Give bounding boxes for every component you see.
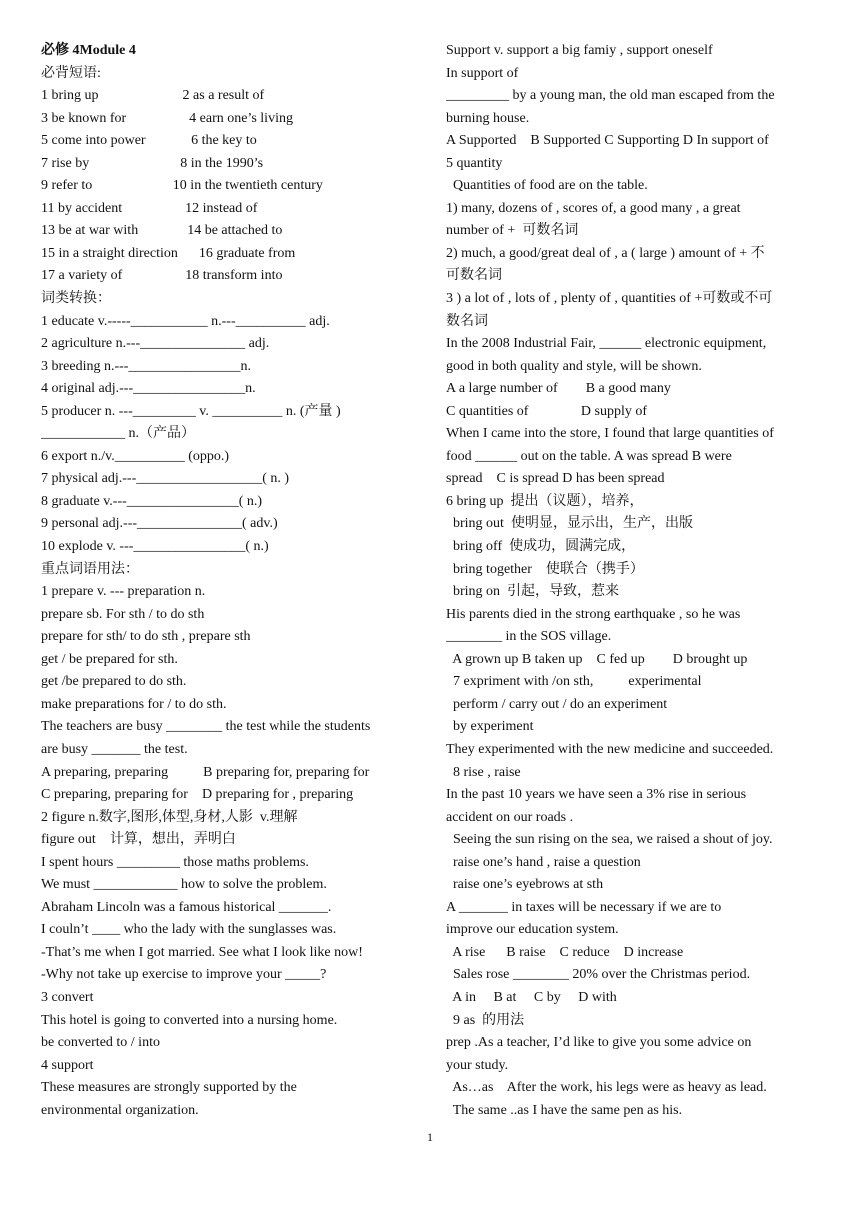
text-line: good in both quality and style, will be shown. xyxy=(446,358,702,374)
text-line: In the past 10 years we have seen a 3% rise in serious xyxy=(446,787,747,803)
text-line: 9 refer to 10 in the twentieth century xyxy=(41,178,323,194)
text-line: _________ by a young man, the old man escaped from the xyxy=(446,88,775,104)
text-line: 4 support xyxy=(41,1057,94,1073)
text-line: accident on our roads . xyxy=(446,809,574,825)
text-line: We must ____________ how to solve the problem. xyxy=(41,877,327,893)
text-line: -Why not take up exercise to improve your _____? xyxy=(41,967,327,983)
text-line: prepare sb. For sth / to do sth xyxy=(41,606,205,622)
text-line: improve our education system. xyxy=(446,922,619,938)
text-line: In support of xyxy=(446,65,519,81)
text-line: bring off 使成功，圆满完成， xyxy=(446,539,636,555)
text-line: food ______ out on the table. A was spread B were xyxy=(446,448,732,464)
text-line: 5 quantity xyxy=(446,155,503,171)
text-line: 17 a variety of 18 transform into xyxy=(41,268,283,284)
text-line: get / be prepared for sth. xyxy=(41,651,178,667)
text-line: As…as After the work, his legs were as heavy as lead. xyxy=(446,1080,767,1096)
text-line: C preparing, preparing for D preparing for , preparing xyxy=(41,787,354,803)
text-line: 8 graduate v.---________________( n.) xyxy=(41,493,263,509)
text-line: These measures are strongly supported by the xyxy=(41,1080,297,1096)
text-line: When I came into the store, I found that large quantities of xyxy=(446,426,774,442)
text-line: I spent hours _________ those maths problems. xyxy=(41,854,309,870)
text-line: 8 rise , raise xyxy=(446,764,521,780)
text-line: environmental organization. xyxy=(41,1102,199,1118)
text-line: Quantities of food are on the table. xyxy=(446,178,648,194)
text-line: 6 bring up 提出（议题），培养， xyxy=(446,493,644,509)
text-line: Seeing the sun rising on the sea, we raised a shout of joy. xyxy=(446,832,773,848)
text-line: 15 in a straight direction 16 graduate from xyxy=(41,245,296,261)
text-line: 1) many, dozens of , scores of, a good many , a great xyxy=(446,200,741,216)
text-line: This hotel is going to converted into a nursing home. xyxy=(41,1012,338,1028)
text-line: A rise B raise C reduce D increase xyxy=(446,944,684,960)
text-line: 7 expriment with /on sth, experimental xyxy=(446,674,702,690)
text-line: 6 export n./v.__________ (oppo.) xyxy=(41,448,230,464)
text-line: ____________ n.（产品） xyxy=(41,426,195,442)
text-line: 4 original adj.---________________n. xyxy=(41,381,256,397)
text-line: Sales rose ________ 20% over the Christmas period. xyxy=(446,967,751,983)
text-line: 5 come into power 6 the key to xyxy=(41,133,257,149)
text-line: 10 explode v. ---________________( n.) xyxy=(41,539,269,555)
page-number: 1 xyxy=(427,1130,433,1144)
text-line: 13 be at war with 14 be attached to xyxy=(41,223,283,239)
text-line: bring out 使明显，显示出，生产，出版 xyxy=(446,516,693,532)
text-line: A Supported B Supported C Supporting D In support of xyxy=(446,133,769,149)
text-line: your study. xyxy=(446,1057,509,1073)
text-line: 9 as 的用法 xyxy=(446,1012,525,1028)
text-line: raise one’s hand , raise a question xyxy=(446,854,641,870)
text-line: ________ in the SOS village. xyxy=(446,629,612,645)
text-line: The teachers are busy ________ the test while the students xyxy=(41,719,371,735)
text-line: by experiment xyxy=(446,719,534,735)
text-line: His parents died in the strong earthquake , so he was xyxy=(446,606,741,622)
text-line: get /be prepared to do sth. xyxy=(41,674,187,690)
text-line: 2 figure n.数字,图形,体型,身材,人影 v.理解 xyxy=(41,809,298,825)
text-line: 3 convert xyxy=(41,989,94,1005)
text-line: 9 personal adj.---_______________( adv.) xyxy=(41,516,278,532)
text-line: A in B at C by D with xyxy=(446,989,617,1005)
text-line: bring together 使联合（携手） xyxy=(446,561,644,577)
text-line: make preparations for / to do sth. xyxy=(41,696,227,712)
text-line: Abraham Lincoln was a famous historical _______. xyxy=(41,899,332,915)
text-line: number of + 可数名词 xyxy=(446,223,579,239)
text-line: 3 be known for 4 earn one’s living xyxy=(41,110,293,126)
text-line: 1 educate v.-----___________ n.---__________ adj. xyxy=(41,313,330,329)
text-line: 3 breeding n.---________________n. xyxy=(41,358,251,374)
text-line: 3 ) a lot of , lots of , plenty of , quantities of +可数或不可 xyxy=(446,291,773,307)
text-line: 可数名词 xyxy=(446,268,502,284)
text-line: 1 bring up 2 as a result of xyxy=(41,88,265,104)
text-line: 数名词 xyxy=(446,313,488,329)
text-line: In the 2008 Industrial Fair, ______ electronic equipment, xyxy=(446,336,767,352)
text-line: A grown up B taken up C fed up D brought up xyxy=(446,651,748,667)
text-line: A preparing, preparing B preparing for, preparing for xyxy=(41,764,370,780)
text-line: 11 by accident 12 instead of xyxy=(41,200,258,216)
text-line: -That’s me when I got married. See what I look like now! xyxy=(41,944,363,960)
text-line: A _______ in taxes will be necessary if we are to xyxy=(446,899,722,915)
text-line: 7 rise by 8 in the 1990’s xyxy=(41,155,264,171)
text-line: 重点词语用法： xyxy=(41,561,139,577)
text-line: bring on 引起，导致，惹来 xyxy=(446,584,620,600)
text-line: 2) much, a good/great deal of , a ( large ) amount of + 不 xyxy=(446,245,765,261)
right-column xyxy=(446,40,820,1122)
text-line: I couln’t ____ who the lady with the sunglasses was. xyxy=(41,922,337,938)
left-column xyxy=(41,40,415,1122)
text-line: They experimented with the new medicine and succeeded. xyxy=(446,741,774,757)
text-line: 必修 4Module 4 xyxy=(41,43,136,58)
text-line: 必背短语: xyxy=(41,65,101,81)
text-line: A a large number of B a good many xyxy=(446,381,671,397)
text-line: prepare for sth/ to do sth , prepare sth xyxy=(41,629,251,645)
text-line: The same ..as I have the same pen as his. xyxy=(446,1102,683,1118)
text-line: 词类转换： xyxy=(41,291,111,307)
text-line: perform / carry out / do an experiment xyxy=(446,696,668,712)
text-line: are busy _______ the test. xyxy=(41,741,188,757)
text-line: 7 physical adj.---__________________( n. ) xyxy=(41,471,290,487)
text-line: 1 prepare v. --- preparation n. xyxy=(41,584,206,600)
text-line: 5 producer n. ---_________ v. __________ n. (产量 ) xyxy=(41,403,341,419)
text-line: spread C is spread D has been spread xyxy=(446,471,665,487)
text-line: prep .As a teacher, I’d like to give you some advice on xyxy=(446,1035,752,1051)
text-line: be converted to / into xyxy=(41,1035,160,1051)
text-line: figure out 计算，想出，弄明白 xyxy=(41,832,236,848)
text-line: raise one’s eyebrows at sth xyxy=(446,877,604,893)
text-line: C quantities of D supply of xyxy=(446,403,648,419)
text-line: Support v. support a big famiy , support oneself xyxy=(446,43,713,58)
text-line: 2 agriculture n.---_______________ adj. xyxy=(41,336,270,352)
text-line: burning house. xyxy=(446,110,530,126)
